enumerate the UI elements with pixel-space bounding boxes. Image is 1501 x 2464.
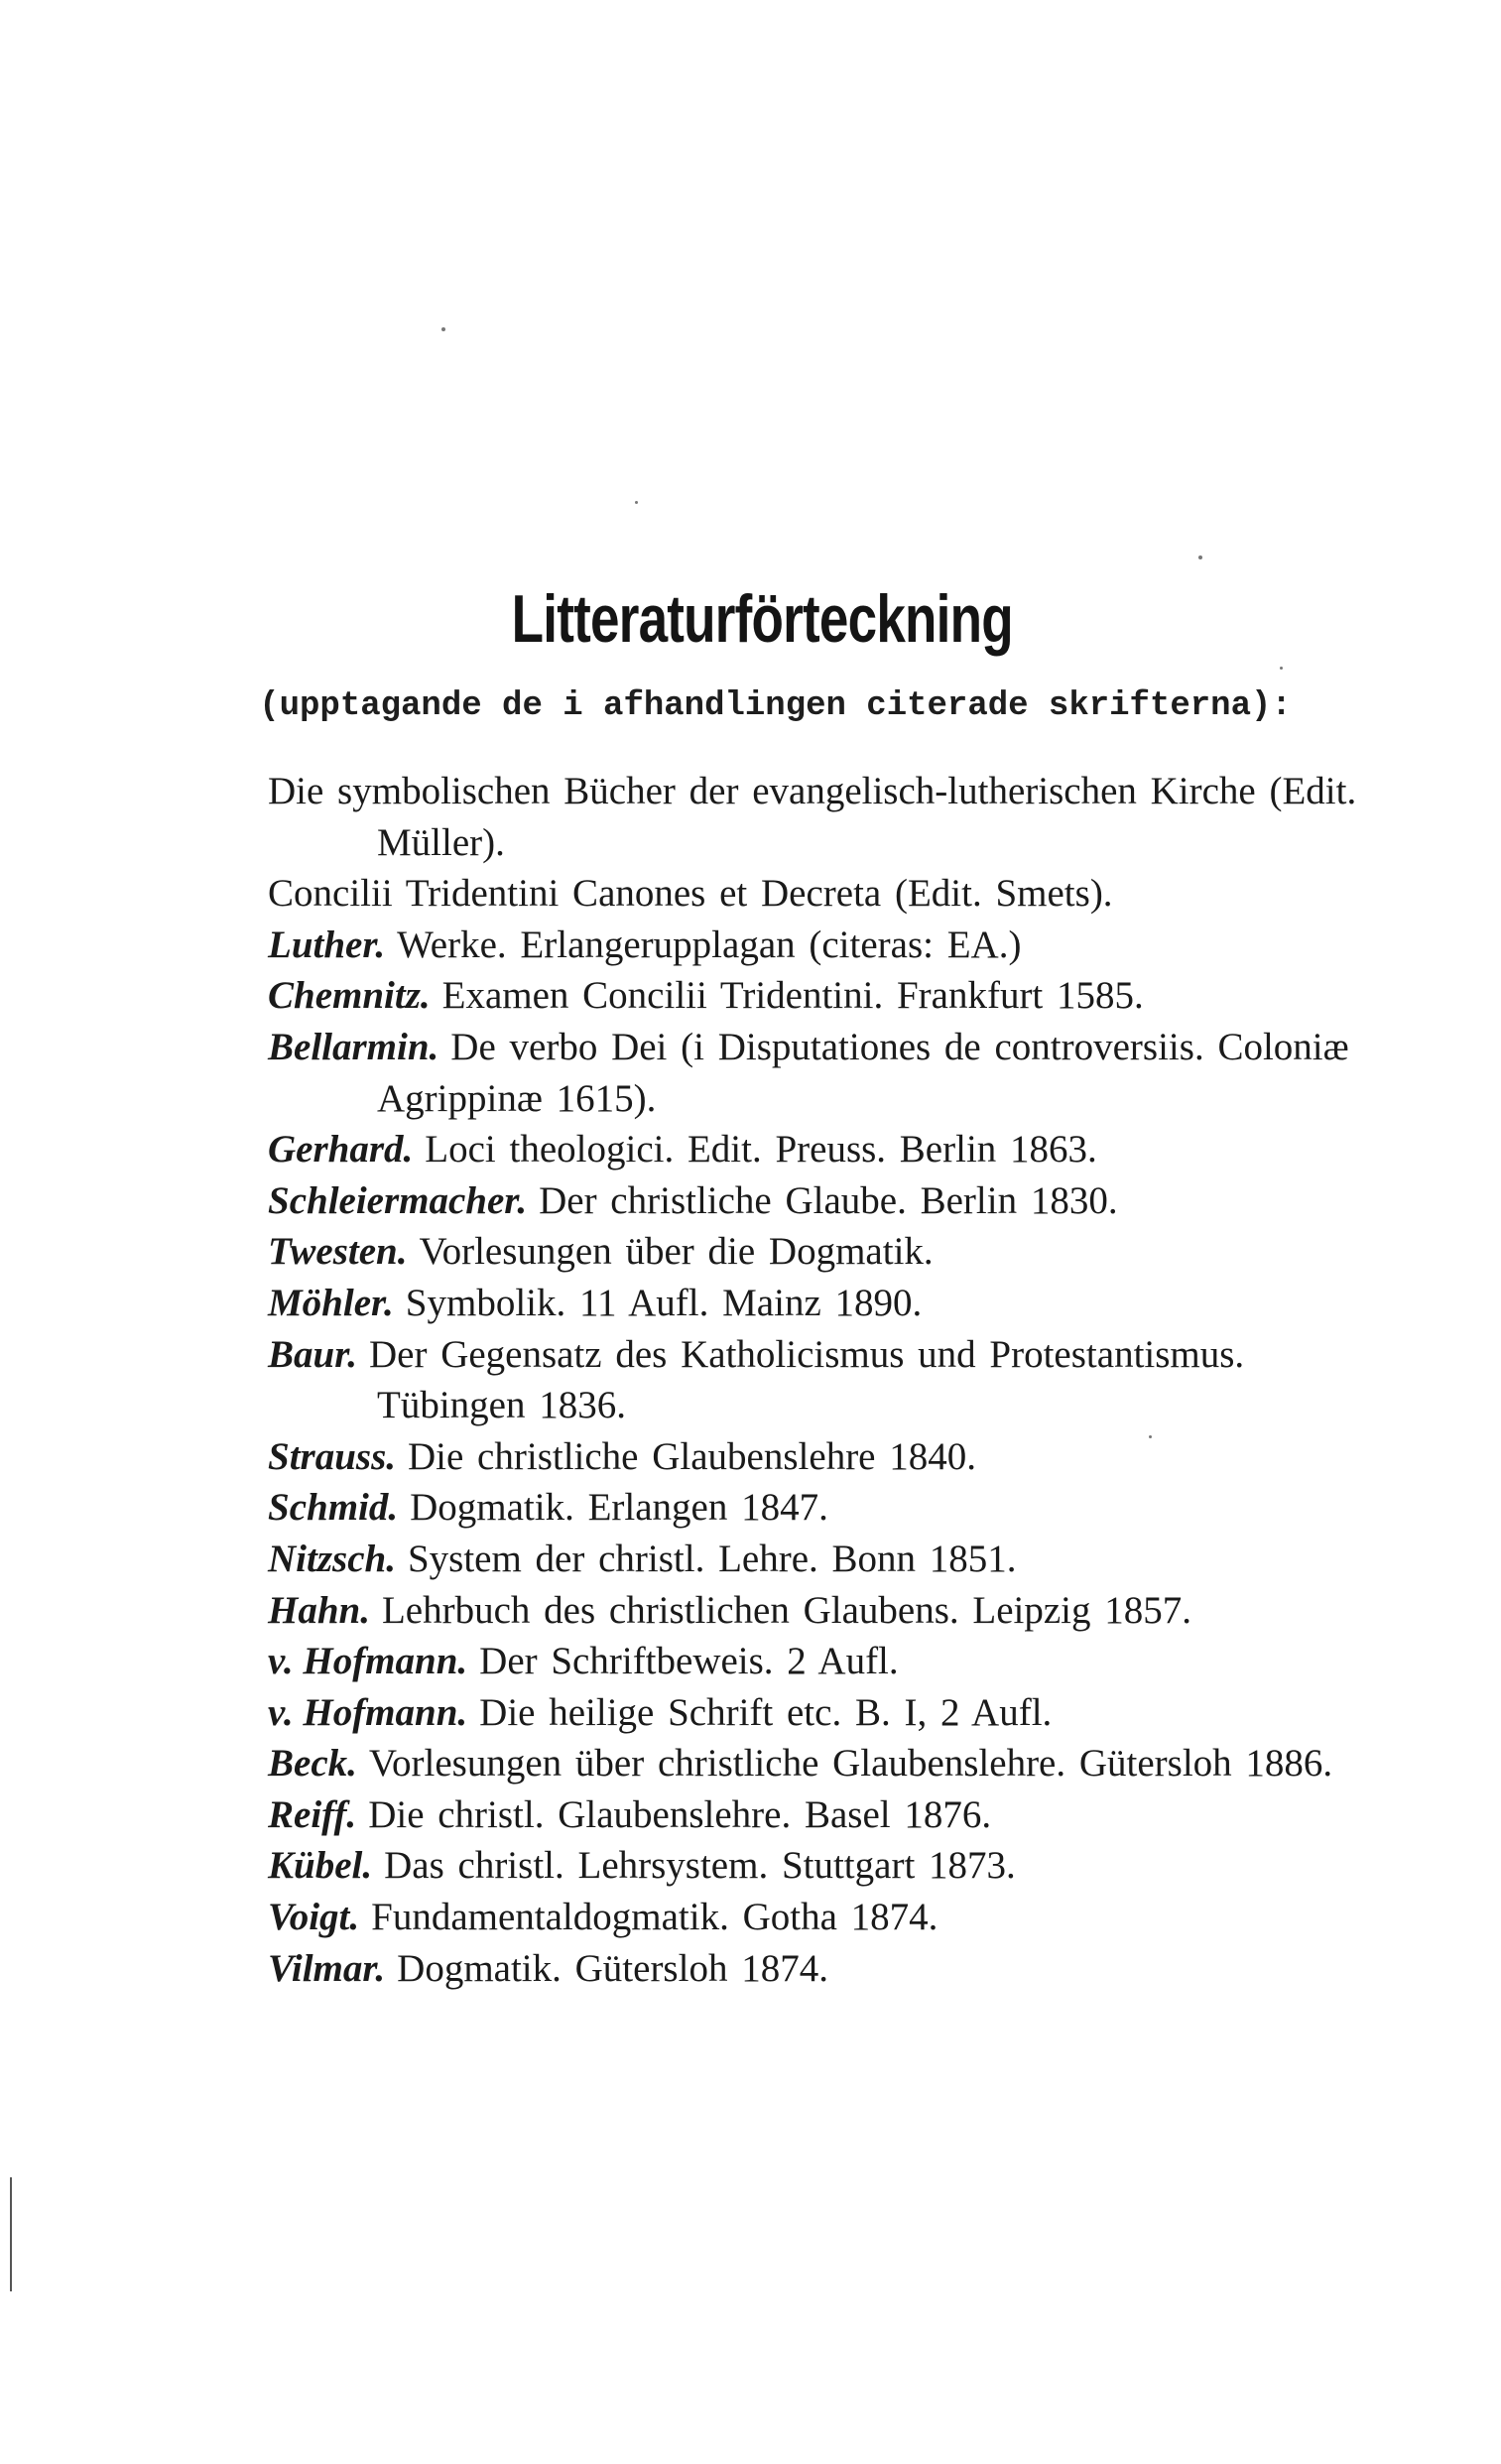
entry-author: v. Hofmann.: [268, 1690, 468, 1734]
entry-work: Dogmatik. Gütersloh 1874.: [397, 1946, 828, 1990]
scan-edge-line: [10, 2177, 12, 2291]
page-title: Litteraturförteckning: [511, 581, 1013, 657]
entry-work: Examen Concilii Tridentini. Frankfurt 1585.: [441, 974, 1144, 1018]
bibliography-entry: [268, 1789, 1399, 1841]
entry-author: Gerhard.: [268, 1128, 414, 1171]
entry-author: Beck.: [268, 1742, 357, 1786]
bibliography-entry: [268, 1636, 1399, 1687]
bibliography-entry: [268, 1278, 1399, 1329]
print-speck: [635, 501, 638, 504]
entry-author: Möhler.: [268, 1281, 394, 1324]
bibliography-entry: [268, 1585, 1399, 1637]
page-subtitle: (upptagande de i afhandlingen citerade skrifterna):: [259, 687, 1292, 725]
entry-work: Vorlesungen über die Dogmatik.: [419, 1230, 934, 1274]
bibliography-entry: [268, 1431, 1399, 1483]
entry-work: Die symbolischen Bücher der evangelisch-lutherischen Kirche (Edit. Müller).: [268, 770, 1357, 864]
bibliography-entry: [268, 1840, 1399, 1892]
bibliography-entry: [268, 970, 1399, 1022]
entry-author: Luther.: [268, 923, 386, 966]
entry-work: Der christliche Glaube. Berlin 1830.: [539, 1178, 1118, 1222]
bibliography-entry: [268, 868, 1399, 920]
entry-work: Dogmatik. Erlangen 1847.: [410, 1486, 828, 1530]
entry-author: Schmid.: [268, 1486, 399, 1530]
entry-work: Vorlesungen über christliche Glaubenslehre. Gütersloh 1886.: [368, 1742, 1333, 1786]
print-speck: [1280, 667, 1283, 670]
bibliography-entry: [268, 920, 1399, 971]
entry-work: Das christl. Lehrsystem. Stuttgart 1873.: [384, 1844, 1016, 1888]
entry-author: Twesten.: [268, 1230, 408, 1274]
bibliography-entry: [268, 1738, 1399, 1789]
entry-author: Schleiermacher.: [268, 1178, 528, 1222]
entry-author: Vilmar.: [268, 1946, 386, 1990]
entry-work: Die christliche Glaubenslehre 1840.: [408, 1434, 976, 1478]
entry-work: Der Schriftbeweis. 2 Aufl.: [479, 1640, 899, 1683]
entry-author: Nitzsch.: [268, 1537, 396, 1580]
entry-author: Hahn.: [268, 1588, 370, 1632]
bibliography-entry: [268, 1226, 1399, 1278]
entry-work: Der Gegensatz des Katholicismus und Protestantismus. Tübingen 1836.: [368, 1332, 1245, 1427]
entry-work: Die heilige Schrift etc. B. I, 2 Aufl.: [479, 1690, 1053, 1734]
print-speck: [441, 327, 445, 331]
entry-author: Bellarmin.: [268, 1025, 439, 1068]
entry-author: Baur.: [268, 1332, 357, 1376]
entry-work: Fundamentaldogmatik. Gotha 1874.: [371, 1896, 938, 1939]
entry-author: Reiff.: [268, 1792, 357, 1836]
entry-work: Loci theologici. Edit. Preuss. Berlin 1863.: [425, 1128, 1097, 1171]
bibliography-entry: [268, 1687, 1399, 1739]
entry-work: Lehrbuch des christlichen Glaubens. Leipzig 1857.: [381, 1588, 1191, 1632]
entry-work: Werke. Erlangerupplagan (citeras: EA.): [397, 923, 1022, 966]
entry-author: v. Hofmann.: [268, 1640, 468, 1683]
bibliography-entry: [268, 1022, 1399, 1124]
entry-work: De verbo Dei (i Disputationes de controversiis. Coloniæ Agrippinæ 1615).: [377, 1025, 1349, 1120]
bibliography-entry: [268, 1175, 1399, 1227]
entry-author: Strauss.: [268, 1434, 396, 1478]
entry-work: Die christl. Glaubenslehre. Basel 1876.: [368, 1792, 992, 1836]
entry-work: Symbolik. 11 Aufl. Mainz 1890.: [405, 1281, 923, 1324]
bibliography-entry: [268, 1482, 1399, 1534]
entry-work: Concilii Tridentini Canones et Decreta (Edit. Smets).: [268, 872, 1113, 916]
entry-author: Kübel.: [268, 1844, 373, 1888]
bibliography-entry: [268, 1534, 1399, 1585]
bibliography-entry: [268, 1329, 1399, 1431]
bibliography-entry: [268, 1124, 1399, 1175]
entry-author: Chemnitz.: [268, 974, 431, 1018]
bibliography-entry: [268, 1892, 1399, 1943]
bibliography-entry: [268, 1943, 1399, 1995]
print-speck: [1198, 555, 1202, 559]
bibliography-list: [268, 766, 1399, 1994]
entry-work: System der christl. Lehre. Bonn 1851.: [407, 1537, 1017, 1580]
bibliography-entry: [268, 766, 1399, 868]
entry-author: Voigt.: [268, 1896, 360, 1939]
